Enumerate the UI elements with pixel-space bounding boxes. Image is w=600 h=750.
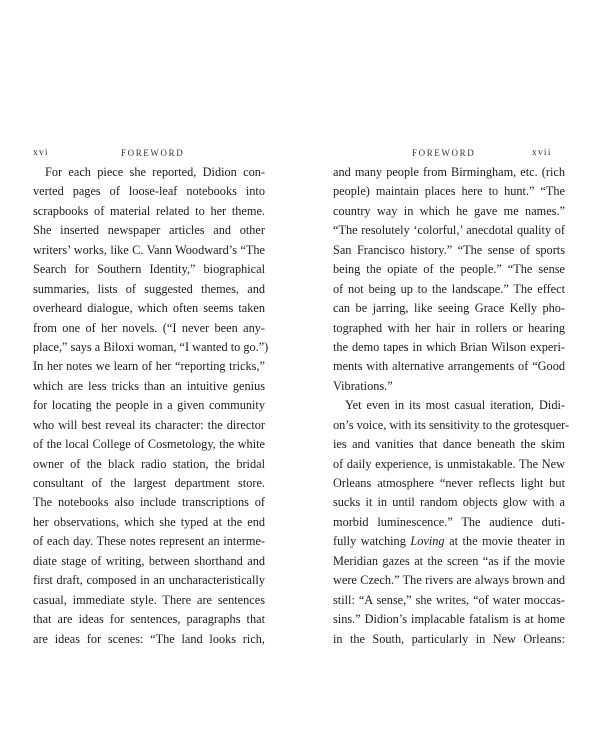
text-line: diate stage of writing, between shorthand and xyxy=(33,553,265,568)
text-line: and many people from Birmingham, etc. (rich xyxy=(333,165,565,179)
text-line: place,” says a Biloxi woman, “I wanted to go.”) xyxy=(33,339,269,354)
text-line: Vibrations.” xyxy=(333,378,393,393)
text-line: ments with alternative arrangements of “Good xyxy=(333,359,565,374)
text-line: people) maintain places here to hunt.” “The xyxy=(333,184,565,199)
text-line: can be jarring, like seeing Grace Kelly pho- xyxy=(333,301,565,316)
text-line: verted pages of loose-leaf notebooks into xyxy=(33,184,265,199)
text-line: being the opiate of the people.” “The sense xyxy=(333,262,565,277)
text-line: which are less tricks than an intuitive genius xyxy=(33,378,265,393)
text-line: Meridian gazes at the screen “as if the movie xyxy=(333,553,565,568)
text-line: owner of the black radio station, the bridal xyxy=(33,456,265,471)
text-line: casual, immediate style. There are sentences xyxy=(33,592,265,607)
text-line: are ideas for scenes: “The land looks rich, xyxy=(33,631,265,646)
text-line: for locating the people in a given community xyxy=(33,398,265,413)
text-line: country way in which he gave me names.” xyxy=(333,203,565,218)
text-line: the demo tapes in which Brian Wilson experi- xyxy=(333,339,565,354)
text-line: summaries, lists of suggested themes, and xyxy=(33,281,265,296)
text-line: that are ideas for sentences, paragraphs that xyxy=(33,612,265,627)
text-line: consultant of the largest department store. xyxy=(33,476,265,490)
text-line: In her notes we learn of her “reporting tricks,” xyxy=(33,359,265,374)
text-fragment: at the movie theater in xyxy=(444,534,565,549)
text-line: San Francisco history.” “The sense of sports xyxy=(333,242,565,257)
text-line: Yet even in its most casual iteration, Didi- xyxy=(345,398,565,413)
film-title-italic: Loving xyxy=(410,534,445,549)
text-line: first draft, composed in an uncharacteristically xyxy=(33,573,265,588)
left-body-text xyxy=(33,163,269,649)
text-line: her observations, which she typed at the end xyxy=(33,514,265,529)
text-line: She inserted newspaper articles and other xyxy=(33,223,265,238)
left-folio: xvi xyxy=(33,148,49,158)
text-line: who will best reveal its character: the director xyxy=(33,417,265,432)
text-line: in the South, particularly in New Orleans: xyxy=(333,631,565,646)
text-line-with-italic xyxy=(333,532,565,551)
right-page xyxy=(300,0,600,750)
text-line: tographed with her hair in rollers or hearing xyxy=(333,320,565,335)
text-line: Search for Southern Identity,” biographical xyxy=(33,262,265,277)
text-line: of daily experience, is unmistakable. The New xyxy=(333,456,565,471)
right-body-text xyxy=(333,163,570,649)
text-line: on’s voice, with its sensitivity to the grotesquer- xyxy=(333,417,570,432)
text-line: writers’ works, like C. Vann Woodward’s “The xyxy=(33,242,265,257)
text-line: of the local College of Cosmetology, the white xyxy=(33,437,265,452)
text-line: For each piece she reported, Didion con- xyxy=(45,165,265,179)
text-line: still: “A sense,” she writes, “of water moccas- xyxy=(333,592,565,607)
text-line: sucks it in until random objects glow with a xyxy=(333,495,565,510)
text-line: of not being up to the landscape.” The effect xyxy=(333,281,565,296)
text-line: The notebooks also include transcriptions of xyxy=(33,495,265,510)
text-line: were Czech.” The rivers are always brown and xyxy=(333,573,565,588)
right-folio: xvii xyxy=(532,148,552,158)
text-line: sins.” Didion’s implacable fatalism is at home xyxy=(333,612,565,627)
text-line: “The resolutely ‘colorful,’ anecdotal quality of xyxy=(333,223,565,238)
text-line: scrapbooks of material related to her theme. xyxy=(33,203,265,218)
text-line: of each day. These notes represent an interme- xyxy=(33,534,265,549)
left-running-head: FOREWORD xyxy=(121,148,185,158)
text-fragment: fully watching xyxy=(333,534,411,549)
text-line: Orleans atmosphere “never reflects light but xyxy=(333,476,565,490)
text-line: overheard dialogue, which often seems taken xyxy=(33,301,265,316)
text-line: ies and vanities that dance beneath the skim xyxy=(333,437,565,452)
text-line: from one of her novels. (“I never been any- xyxy=(33,320,265,335)
right-running-head: FOREWORD xyxy=(412,148,476,158)
text-line: morbid luminescence.” The audience duti- xyxy=(333,514,565,529)
